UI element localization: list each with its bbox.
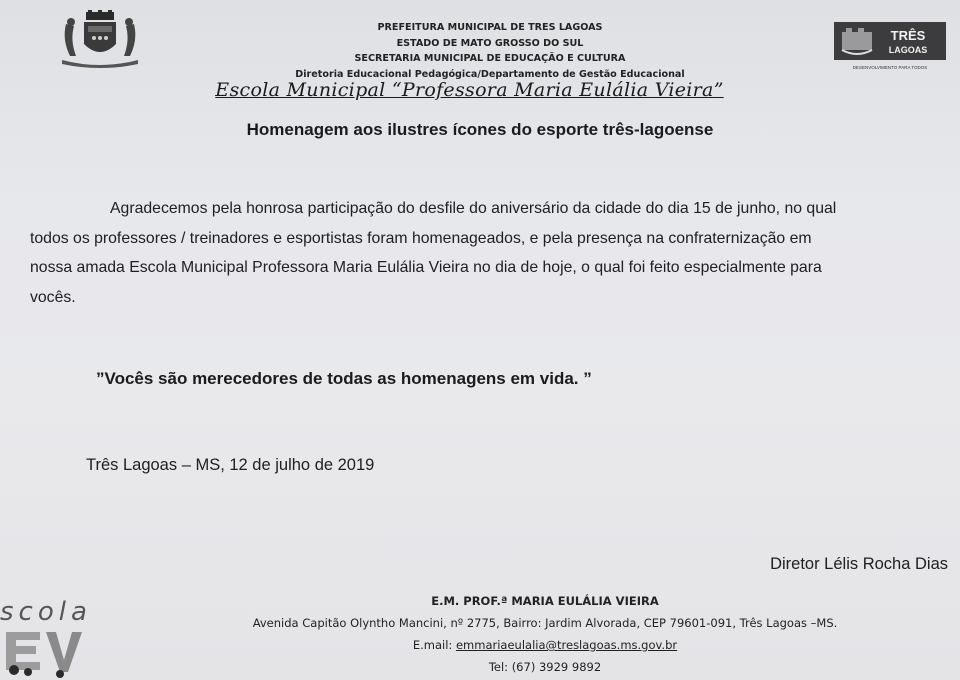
email-label: E.mail: [412,638,456,652]
footer-school-name: E.M. PROF.ª MARIA EULÁLIA VIEIRA [431,594,659,608]
signature: Diretor Lélis Rocha Dias [770,555,948,573]
escola-logo-text: scola [0,597,92,627]
header-line: ESTADO DE MATO GROSSO DO SUL [396,37,584,49]
footer-phone: Tel: (67) 3929 9892 [488,660,602,674]
footer-contact [210,590,880,678]
quote: ”Vocês são merecedores de todas as homenagens em vida. ” [96,369,592,388]
svg-text:LAGOAS: LAGOAS [888,45,928,55]
footer-address: Avenida Capitão Olyntho Mancini, nº 2775, Bairro: Jardim Alvorada, CEP 79601-091, Três Lagoas –MS. [252,616,838,630]
paragraph-line: Agradecemos pela honrosa participação do desfile do aniversário da cidade do dia 15 de junho, no qual [110,200,837,217]
document-title: Homenagem aos ilustres ícones do esporte três-lagoense [246,120,714,139]
tres-lagoas-logo-icon [834,20,946,72]
header-line: SECRETARIA MUNICIPAL DE EDUCAÇÃO E CULTURA [354,53,626,64]
header-line: Diretoria Educacional Pedagógica/Departamento de Gestão Educacional [295,68,685,80]
escola-logo-icon [0,592,110,680]
footer-email-line [210,634,880,656]
date-line: Três Lagoas – MS, 12 de julho de 2019 [86,456,375,474]
header-line: PREFEITURA MUNICIPAL DE TRES LAGOAS [377,22,603,33]
paragraph-line: vocês. [30,288,76,306]
coat-of-arms-icon [56,10,144,68]
svg-text:TRÊS: TRÊS [890,28,926,43]
institution-header [200,20,780,82]
school-name: Escola Municipal “Professora Maria Eulália Vieira” [215,79,724,101]
paragraph-line: todos os professores / treinadores e esportistas foram homenageados, e pela presença na confraternização em [30,229,812,247]
svg-text:DESENVOLVIMENTO PARA TODOS: DESENVOLVIMENTO PARA TODOS [852,65,928,70]
email-link[interactable]: emmariaeulalia@treslagoas.ms.gov.br [455,638,678,652]
paragraph-line: nossa amada Escola Municipal Professora Maria Eulália Vieira no dia de hoje, o qual foi feito especialmente para [30,259,822,276]
body-paragraph [30,194,930,312]
